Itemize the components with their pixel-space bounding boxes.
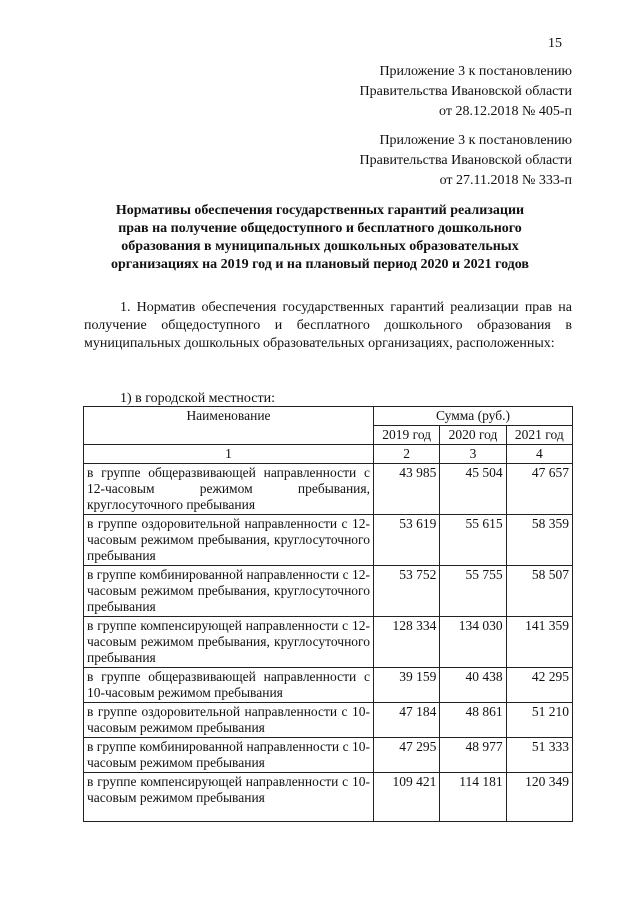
row-name: в группе общеразвивающей направленности с 12-часовым режимом пребывания, круглосуточного пребывания bbox=[84, 464, 374, 515]
subheading-urban: 1) в городской местности: bbox=[120, 391, 275, 406]
appendix-line: от 27.11.2018 № 333-п bbox=[439, 173, 572, 188]
value-2019: 128 334 bbox=[374, 617, 440, 668]
value-2019: 109 421 bbox=[374, 773, 440, 822]
appendix-line: от 28.12.2018 № 405-п bbox=[439, 104, 572, 119]
table-row bbox=[84, 668, 573, 703]
page-number: 15 bbox=[548, 36, 562, 51]
value-2021: 58 507 bbox=[506, 566, 572, 617]
value-2020: 55 755 bbox=[440, 566, 506, 617]
header-name: Наименование bbox=[84, 407, 374, 445]
value-2019: 53 619 bbox=[374, 515, 440, 566]
value-2020: 45 504 bbox=[440, 464, 506, 515]
header-sum: Сумма (руб.) bbox=[374, 407, 573, 426]
value-2020: 48 861 bbox=[440, 703, 506, 738]
row-name: в группе компенсирующей направленности с 10-часовым режимом пребывания bbox=[84, 773, 374, 822]
value-2021: 51 210 bbox=[506, 703, 572, 738]
col-number: 3 bbox=[440, 445, 506, 464]
value-2021: 120 349 bbox=[506, 773, 572, 822]
table-row bbox=[84, 515, 573, 566]
header-year: 2020 год bbox=[440, 426, 506, 445]
value-2020: 40 438 bbox=[440, 668, 506, 703]
value-2019: 47 295 bbox=[374, 738, 440, 773]
header-year: 2019 год bbox=[374, 426, 440, 445]
table-row bbox=[84, 738, 573, 773]
row-name: в группе оздоровительной направленности с 10-часовым режимом пребывания bbox=[84, 703, 374, 738]
row-name: в группе комбинированной направленности с 10-часовым режимом пребывания bbox=[84, 738, 374, 773]
value-2020: 55 615 bbox=[440, 515, 506, 566]
value-2020: 48 977 bbox=[440, 738, 506, 773]
appendix-note-current bbox=[360, 62, 572, 122]
header-year: 2021 год bbox=[506, 426, 572, 445]
appendix-line: Приложение 3 к постановлению bbox=[379, 64, 572, 79]
col-number: 4 bbox=[506, 445, 572, 464]
row-name: в группе комбинированной направленности с 12-часовым режимом пребывания, круглосуточного пребывания bbox=[84, 566, 374, 617]
col-number: 1 bbox=[84, 445, 374, 464]
value-2019: 43 985 bbox=[374, 464, 440, 515]
table-row bbox=[84, 464, 573, 515]
appendix-line: Правительства Ивановской области bbox=[359, 153, 572, 168]
rates-table bbox=[83, 406, 573, 822]
value-2020: 134 030 bbox=[440, 617, 506, 668]
value-2019: 39 159 bbox=[374, 668, 440, 703]
value-2020: 114 181 bbox=[440, 773, 506, 822]
table-row bbox=[84, 703, 573, 738]
value-2019: 53 752 bbox=[374, 566, 440, 617]
table-colnum-row bbox=[84, 445, 573, 464]
table-row bbox=[84, 773, 573, 822]
row-name: в группе общеразвивающей направленности с 10-часовым режимом пребывания bbox=[84, 668, 374, 703]
appendix-line: Правительства Ивановской области bbox=[359, 84, 572, 99]
appendix-line: Приложение 3 к постановлению bbox=[379, 133, 572, 148]
value-2021: 58 359 bbox=[506, 515, 572, 566]
document-title: Нормативы обеспечения государственных гарантий реализации прав на получение общедоступного и бесплатного дошкольного образования в муниципальных дошкольных образовательных организациях на 2019 год и на плановый период 2020 и 2021 годов bbox=[111, 203, 529, 272]
table-header-row bbox=[84, 407, 573, 426]
table-row bbox=[84, 617, 573, 668]
value-2021: 51 333 bbox=[506, 738, 572, 773]
value-2021: 141 359 bbox=[506, 617, 572, 668]
row-name: в группе компенсирующей направленности с 12-часовым режимом пребывания, круглосуточного пребывания bbox=[84, 617, 374, 668]
paragraph-1: 1. Норматив обеспечения государственных гарантий реализации прав на получение общедоступного и бесплатного дошкольного образования в муниципальных дошкольных образовательных организациях, расположенных: bbox=[84, 300, 572, 351]
value-2021: 47 657 bbox=[506, 464, 572, 515]
row-name: в группе оздоровительной направленности с 12-часовым режимом пребывания, круглосуточного пребывания bbox=[84, 515, 374, 566]
table-row bbox=[84, 566, 573, 617]
appendix-note-original bbox=[360, 131, 572, 191]
value-2019: 47 184 bbox=[374, 703, 440, 738]
col-number: 2 bbox=[374, 445, 440, 464]
value-2021: 42 295 bbox=[506, 668, 572, 703]
